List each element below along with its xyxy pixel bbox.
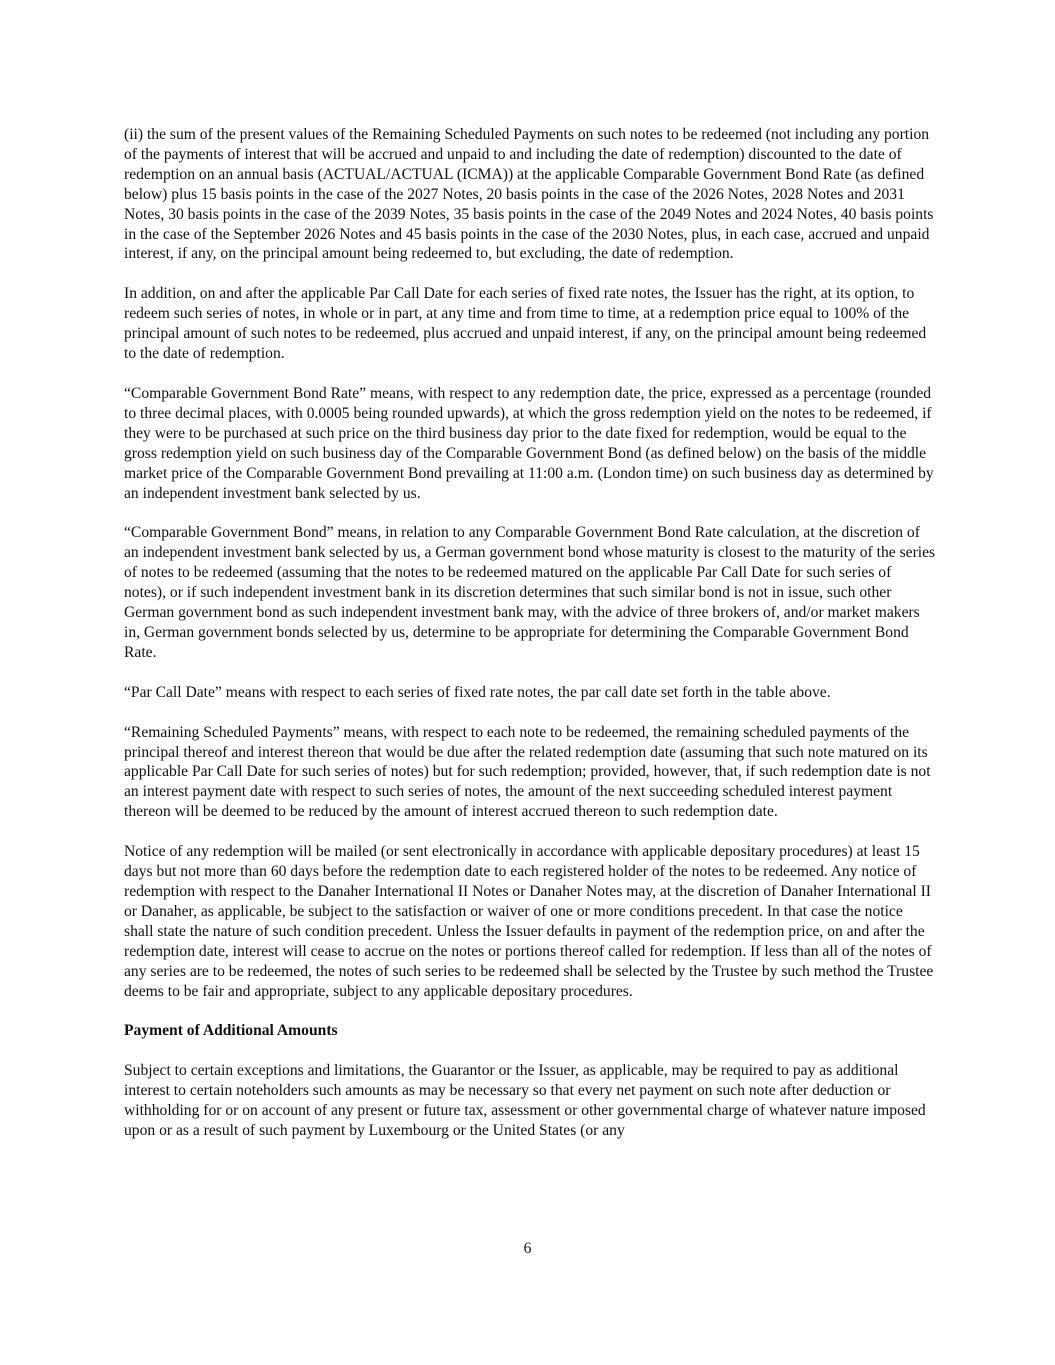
section-heading-additional-amounts: Payment of Additional Amounts	[124, 1022, 338, 1040]
paragraph-redemption-present-value: (ii) the sum of the present values of the Remaining Scheduled Payments on such notes to be redeemed (not including any portion of the payments of interest that will be accrued and unpaid to and including the date of redemption) discounted to the date of redemption on an annual basis (ACTUAL/ACTUAL (ICMA)) at the applicable Comparable Government Bond Rate (as defined below) plus 15 basis points in the case of the 2027 Notes, 20 basis points in the case of the 2026 Notes, 2028 Notes and 2031 Notes, 30 basis points in the case of the 2039 Notes, 35 basis points in the case of the 2049 Notes and 2024 Notes, 40 basis points in the case of the September 2026 Notes and 45 basis points in the case of the 2030 Notes, plus, in each case, accrued and unpaid interest, if any, on the principal amount being redeemed to, but excluding, the date of redemption.	[124, 126, 934, 263]
paragraph-comparable-government-bond-rate: “Comparable Government Bond Rate” means, with respect to any redemption date, the price, expressed as a percentage (rounded to three decimal places, with 0.0005 being rounded upwards), at which the gross redemption yield on the notes to be redeemed, if they were to be purchased at such price on the third business day prior to the date fixed for redemption, would be equal to the gross redemption yield on such business day of the Comparable Government Bond (as defined below) on the basis of the middle market price of the Comparable Government Bond prevailing at 11:00 a.m. (London time) on such business day as determined by an independent investment bank selected by us.	[124, 384, 934, 502]
paragraph-par-call-date: “Par Call Date” means with respect to each series of fixed rate notes, the par call date set forth in the table above.	[124, 683, 831, 701]
paragraph-remaining-scheduled-payments: “Remaining Scheduled Payments” means, with respect to each note to be redeemed, the remaining scheduled payments of the principal thereof and interest thereon that would be due after the related redemption date (assuming that such note matured on its applicable Par Call Date for such series of notes) but for such redemption; provided, however, that, if such redemption date is not an interest payment date with respect to such series of notes, the amount of the next succeeding scheduled interest payment thereon will be deemed to be reduced by the amount of interest accrued thereon to such redemption date.	[124, 723, 931, 821]
paragraph-additional-amounts: Subject to certain exceptions and limitations, the Guarantor or the Issuer, as applicable, may be required to pay as additional interest to certain noteholders such amounts as may be necessary so that every net payment on such note after deduction or withholding for or on account of any present or future tax, assessment or other governmental charge of whatever nature imposed upon or as a result of such payment by Luxembourg or the United States (or any	[124, 1062, 926, 1140]
page-number: 6	[523, 1240, 532, 1257]
paragraph-notice-of-redemption: Notice of any redemption will be mailed (or sent electronically in accordance with applicable depositary procedures) at least 15 days but not more than 60 days before the redemption date to each registered holder of the notes to be redeemed. Any notice of redemption with respect to the Danaher International II Notes or Danaher Notes may, at the discretion of Danaher International II or Danaher, as applicable, be subject to the satisfaction or waiver of one or more conditions precedent. In that case the notice shall state the nature of such condition precedent. Unless the Issuer defaults in payment of the redemption price, on and after the redemption date, interest will cease to accrue on the notes or portions thereof called for redemption. If less than all of the notes of any series are to be redeemed, the notes of such series to be redeemed shall be selected by the Trustee by such method the Trustee deems to be fair and appropriate, subject to any applicable depositary procedures.	[124, 843, 934, 1000]
paragraph-comparable-government-bond: “Comparable Government Bond” means, in relation to any Comparable Government Bond Rate calculation, at the discretion of an independent investment bank selected by us, a German government bond whose maturity is closest to the maturity of the series of notes to be redeemed (assuming that the notes to be redeemed matured on the applicable Par Call Date for such series of notes), or if such independent investment bank in its discretion determines that such similar bond is not in issue, such other German government bond as such independent investment bank may, with the advice of three brokers of, and/or market makers in, German government bonds selected by us, determine to be appropriate for determining the Comparable Government Bond Rate.	[124, 524, 936, 661]
document-page	[124, 125, 936, 1161]
paragraph-par-call-option: In addition, on and after the applicable Par Call Date for each series of fixed rate notes, the Issuer has the right, at its option, to redeem such series of notes, in whole or in part, at any time and from time to time, at a redemption price equal to 100% of the principal amount of such notes to be redeemed, plus accrued and unpaid interest, if any, on the principal amount being redeemed to the date of redemption.	[124, 285, 927, 363]
